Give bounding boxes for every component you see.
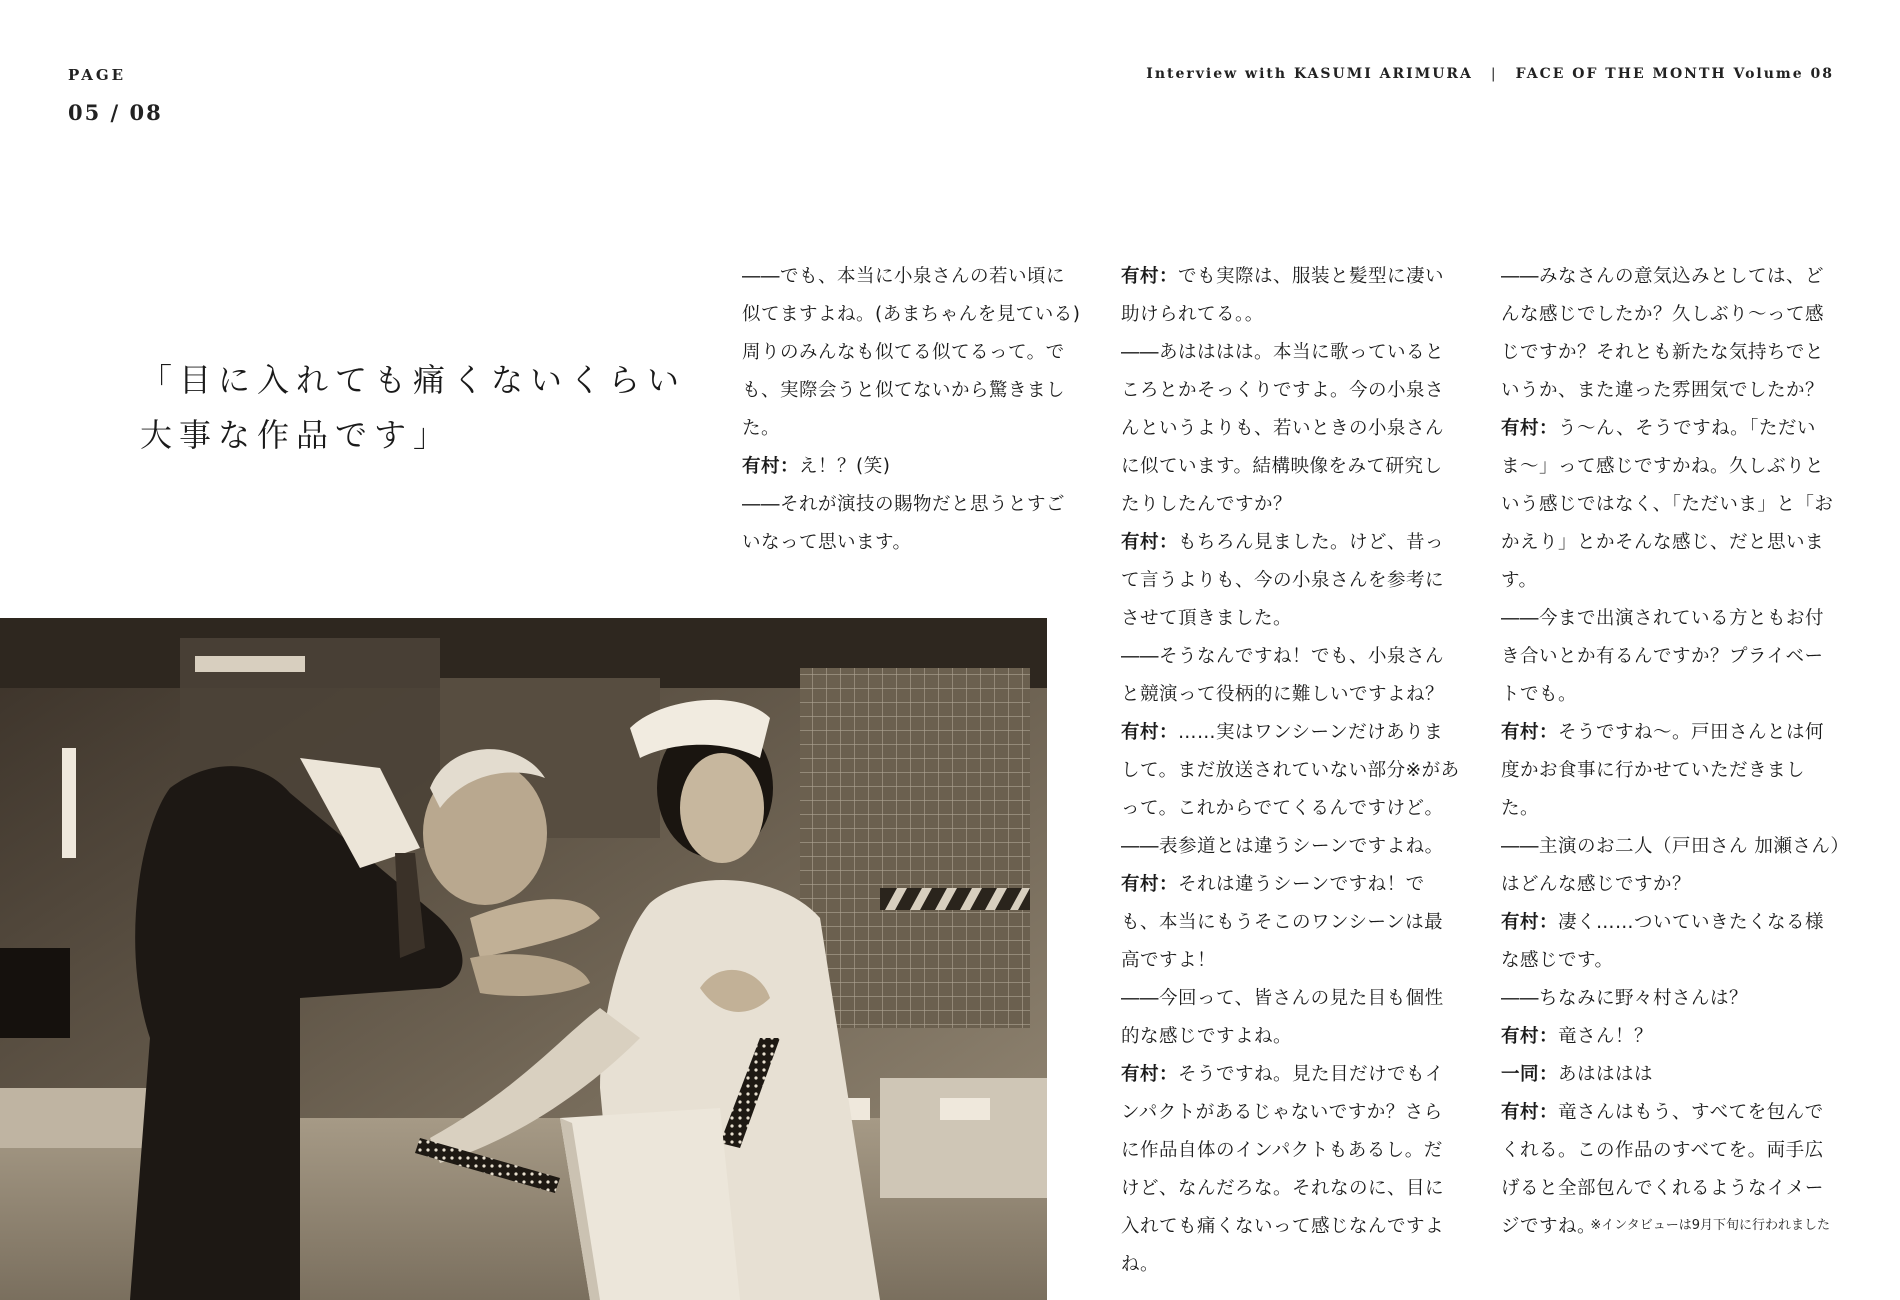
speaker-label: 有村： xyxy=(1501,1102,1559,1123)
interview-paragraph xyxy=(1121,980,1461,1056)
interview-paragraph xyxy=(1501,1018,1841,1056)
interview-paragraph xyxy=(742,486,1082,562)
interview-paragraph xyxy=(1121,524,1461,638)
paragraph-text: う〜ん、そうですね。「ただいま〜」って感じですかね。久しぶりという感じではなく、「ただいま」と「おかえり」とかそんな感じ、だと思います。 xyxy=(1501,418,1834,591)
section-title: FACE OF THE MONTH Volume 08 xyxy=(1515,66,1834,82)
paragraph-text: もちろん見ました。けど、昔って言うよりも、今の小泉さんを参考にさせて頂きました。 xyxy=(1121,532,1445,629)
speaker-label: 有村： xyxy=(1501,912,1559,933)
speaker-label: 有村： xyxy=(1121,874,1179,895)
interview-photo xyxy=(0,618,1047,1300)
running-head xyxy=(1146,66,1834,82)
paragraph-text: ――でも、本当に小泉さんの若い頃に似てますよね。(あまちゃんを見ている)周りのみんなも似てる似てるって。でも、実際会うと似てないから驚きました。 xyxy=(742,266,1081,439)
paragraph-text: ――主演のお二人（戸田さん 加瀬さん）はどんな感じですか？ xyxy=(1501,836,1841,895)
header-separator: | xyxy=(1490,66,1498,82)
interview-paragraph xyxy=(1501,1056,1841,1094)
paragraph-text: でも実際は、服装と髪型に凄い助けられてる。。 xyxy=(1121,266,1445,325)
interview-paragraph xyxy=(1121,334,1461,524)
speaker-label: 有村： xyxy=(1501,1026,1559,1047)
interview-paragraph xyxy=(1501,904,1841,980)
interview-paragraph xyxy=(1501,828,1841,904)
photo-illustration xyxy=(0,618,1047,1300)
speaker-label: 有村： xyxy=(1121,532,1179,553)
speaker-label: 有村： xyxy=(1501,418,1559,439)
page-number: 05 / 08 xyxy=(68,100,163,125)
paragraph-text: ――あはははは。本当に歌っているところとかそっくりですよ。今の小泉さんというよりも、若いときの小泉さんに似ています。結構映像をみて研究したりしたんですか？ xyxy=(1121,342,1445,515)
paragraph-text: え！？(笑) xyxy=(799,456,891,477)
interview-paragraph xyxy=(1501,600,1841,714)
paragraph-text: ……実はワンシーンだけありまして。まだ放送されていない部分※があって。これからでてくるんですけど。 xyxy=(1121,722,1460,819)
speaker-label: 有村： xyxy=(1121,266,1179,287)
paragraph-text: それは違うシーンですね！でも、本当にもうそこのワンシーンは最高ですよ！ xyxy=(1121,874,1444,971)
speaker-label: 有村： xyxy=(1121,722,1179,743)
paragraph-text: ――今回って、皆さんの見た目も個性的な感じですよね。 xyxy=(1121,988,1444,1047)
headline-line-2: 大事な作品です」 xyxy=(140,416,453,454)
paragraph-text: ――今まで出演されている方ともお付き合いとか有るんですか？プライベートでも。 xyxy=(1501,608,1825,705)
paragraph-text: あはははは xyxy=(1558,1064,1654,1085)
paragraph-text: ――ちなみに野々村さんは？ xyxy=(1501,988,1749,1009)
speaker-label: 有村： xyxy=(742,456,800,477)
headline-line-1: 「目に入れても痛くないくらい xyxy=(140,361,687,399)
interview-paragraph xyxy=(1121,258,1461,334)
paragraph-text: 竜さんはもう、すべてを包んでくれる。この作品のすべてを。両手広げると全部包んでくれるようなイメージですね。 xyxy=(1501,1102,1824,1237)
paragraph-text: ――そうなんですね！でも、小泉さんと競演って役柄的に難しいですよね？ xyxy=(1121,646,1445,705)
speaker-label: 有村： xyxy=(1501,722,1559,743)
footnote: ※インタビューは9月下旬に行われました xyxy=(1590,1218,1830,1233)
pull-quote-headline xyxy=(140,353,687,463)
interview-paragraph xyxy=(1501,980,1841,1018)
paragraph-text: そうですね。見た目だけでもインパクトがあるじゃないですか？さらに作品自体のインパクトもあるし。だけど、なんだろな。それなのに、目に入れても痛くないって感じなんですよね。 xyxy=(1121,1064,1445,1275)
paragraph-text: 竜さん！？ xyxy=(1558,1026,1654,1047)
paragraph-text: 凄く……ついていきたくなる様な感じです。 xyxy=(1501,912,1825,971)
interview-paragraph xyxy=(1121,714,1461,828)
paragraph-text: そうですね〜。戸田さんとは何度かお食事に行かせていただきました。 xyxy=(1501,722,1825,819)
text-column-2 xyxy=(1121,258,1461,1284)
interview-paragraph xyxy=(742,258,1082,448)
interview-paragraph xyxy=(1501,714,1841,828)
paragraph-text: ――表参道とは違うシーンですよね。 xyxy=(1121,836,1444,857)
interview-paragraph xyxy=(742,448,1082,486)
paragraph-text: ――それが演技の賜物だと思うとすごいなって思います。 xyxy=(742,494,1066,553)
interview-paragraph xyxy=(1121,1056,1461,1284)
interview-title: Interview with KASUMI ARIMURA xyxy=(1146,66,1473,82)
text-column-1 xyxy=(742,258,1082,562)
interview-paragraph xyxy=(1121,828,1461,866)
interview-paragraph xyxy=(1121,866,1461,980)
paragraph-text: ――みなさんの意気込みとしては、どんな感じでしたか？久しぶり〜って感じですか？それとも新たな気持ちでというか、また違った雰囲気でしたか？ xyxy=(1501,266,1825,401)
speaker-label: 一同： xyxy=(1501,1064,1559,1085)
text-column-3 xyxy=(1501,258,1841,1246)
interview-paragraph xyxy=(1121,638,1461,714)
hazard-stripes xyxy=(880,888,1030,910)
interview-paragraph xyxy=(1501,258,1841,410)
speaker-label: 有村： xyxy=(1121,1064,1179,1085)
page-label: PAGE xyxy=(68,66,127,84)
interview-paragraph xyxy=(1501,410,1841,600)
